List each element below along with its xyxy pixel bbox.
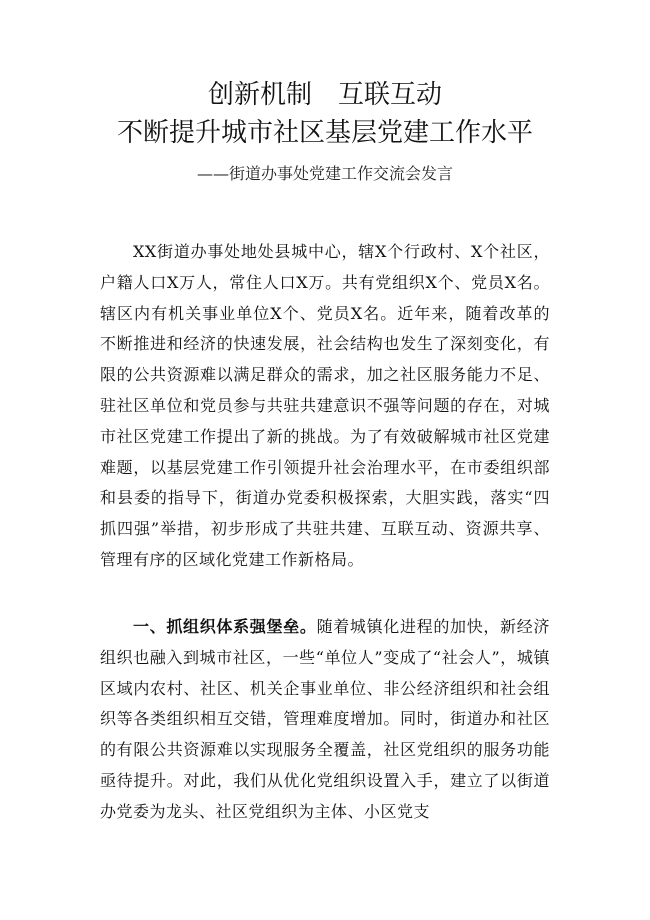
paragraph-intro: [100, 237, 550, 576]
title-line-2: 不断提升城市社区基层党建工作水平: [116, 118, 533, 148]
section-1-heading: 一、抓组织体系强堡垒。: [133, 617, 317, 636]
paragraph-intro-text: XX街道办事处地处县城中心，辖X个行政村、X个社区，户籍人口X万人，常住人口X万。共有党组织X个、党员X名。辖区内有机关事业单位X个、党员X名。近年来，随着改革的不断推进和经济的快速发展，社会结构也发生了深刻变化，有限的公共资源难以满足群众的需求，加之社区服务能力不足、驻社区单位和党员参与共驻共建意识不强等问题的存在，对城市社区党建工作提出了新的挑战。为了有效破解城市社区党建难题，以基层党建工作引领提升社会治理水平，在市委组织部和县委的指导下，街道办党委积极探索，大胆实践，落实“四抓四强”举措，初步形成了共驻共建、互联互动、资源共享、管理有序的区域化党建工作新格局。: [100, 242, 550, 569]
title-line-1: 创新机制 互联互动: [207, 80, 442, 110]
paragraph-section-1: [100, 612, 550, 828]
section-1-text: 随着城镇化进程的加快，新经济组织也融入到城市社区，一些“单位人”变成了“社会人”，城镇区域内农村、社区、机关企事业单位、非公经济组织和社会组织等各类组织相互交错，管理难度增加。同时，街道办和社区的有限公共资源难以实现服务全覆盖，社区党组织的服务功能亟待提升。对此，我们从优化党组织设置入手，建立了以街道办党委为龙头、社区党组织为主体、小区党支: [100, 617, 550, 821]
subtitle: ——街道办事处党建工作交流会发言: [196, 164, 453, 183]
